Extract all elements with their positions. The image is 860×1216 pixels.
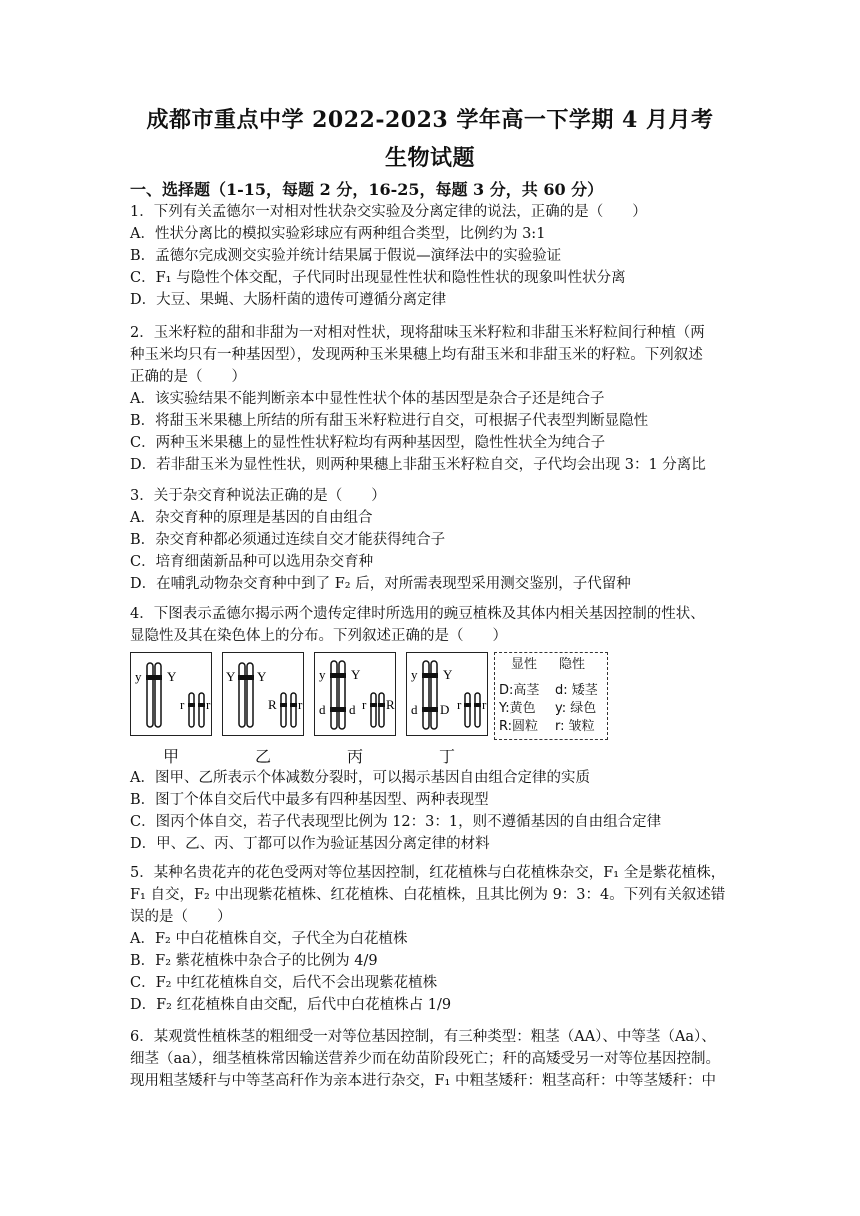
option-a: A．杂交育种的原理是基因的自由组合 (130, 510, 373, 526)
gene-label: r (298, 697, 303, 712)
panel-label: 乙 (254, 747, 271, 766)
chromosome-diagram (407, 653, 489, 737)
gene-label: d (411, 702, 418, 717)
option-b: B．杂交育种都必须通过连续自交才能获得纯合子 (130, 532, 446, 548)
gene-label: Y (351, 667, 361, 682)
gene-label: r (457, 697, 462, 712)
question-stem-line: 3．关于杂交育种说法正确的是（ ） (130, 488, 386, 504)
option-c: C．图丙个体自交，若子代表现型比例为 12：3：1，则不遵循基因的自由组合定律 (130, 814, 662, 830)
gene-label: Y (443, 667, 453, 682)
option-a: A．该实验结果不能判断亲本中显性性状个体的基因型是杂合子还是纯合子 (130, 391, 605, 407)
question-3 (130, 485, 740, 595)
question-stem-line: 显隐性及其在染色体上的分布。下列叙述正确的是（ ） (130, 628, 507, 644)
gene-label: y (319, 667, 326, 682)
question-4 (130, 603, 740, 647)
legend-recessive-trait: y: 绿色 (555, 701, 597, 716)
panel-label: 丙 (346, 747, 363, 766)
gene-label: Y (226, 669, 236, 684)
question-stem-line: 现用粗茎矮秆与中等茎高秆作为亲本进行杂交，F₁ 中粗茎矮秆：粗茎高秆：中等茎矮秆：中 (130, 1073, 716, 1089)
option-d: D．在哺乳动物杂交育种中到了 F₂ 后，对所需表现型采用测交鉴别，子代留种 (130, 576, 631, 592)
legend-dominant-trait: D:高茎 (499, 683, 540, 698)
question-stem-line: 细茎（aa），细茎植株常因输送营养少而在幼苗阶段死亡；秆的高矮受另一对等位基因控制。 (130, 1051, 721, 1067)
question-stem-line: 2．玉米籽粒的甜和非甜为一对相对性状，现将甜味玉米籽粒和非甜玉米籽粒间行种植（两 (130, 325, 705, 341)
question-4-options (130, 767, 740, 855)
legend-header-recessive: 隐性 (559, 657, 586, 672)
gene-label: Y (257, 669, 267, 684)
question-stem-line: 误的是（ ） (130, 909, 232, 925)
figure-panel-ding (406, 652, 488, 736)
gene-label: r (180, 697, 185, 712)
question-2 (130, 322, 740, 476)
question-stem-line: F₁ 自交，F₂ 中出现紫花植株、红花植株、白花植株，且其比例为 9：3：4。下列有关叙述错 (130, 887, 726, 903)
section-heading: 一、选择题（1-15，每题 2 分，16-25，每题 3 分，共 60 分） (130, 180, 604, 199)
option-d: D．大豆、果蝇、大肠杆菌的遗传可遵循分离定律 (130, 292, 447, 308)
panel-label: 丁 (438, 747, 455, 766)
gene-label: r (482, 697, 487, 712)
figure-legend (494, 652, 608, 740)
legend-dominant-trait: R:圆粒 (499, 719, 539, 734)
question-stem-line: 4．下图表示孟德尔揭示两个遗传定律时所选用的豌豆植株及其体内相关基因控制的性状、 (130, 606, 705, 622)
gene-label: y (135, 669, 142, 684)
option-b: B．图丁个体自交后代中最多有四种基因型、两种表现型 (130, 792, 489, 808)
gene-label: R (268, 697, 277, 712)
gene-label: Y (167, 669, 177, 684)
option-a: A．图甲、乙所表示个体减数分裂时，可以揭示基因自由组合定律的实质 (130, 770, 590, 786)
option-c: C．F₂ 中红花植株自交，后代不会出现紫花植株 (130, 975, 438, 991)
figure-panel-bing (314, 652, 396, 736)
option-a: A．性状分离比的模拟实验彩球应有两种组合类型，比例约为 3:1 (130, 226, 546, 242)
gene-label: d (319, 702, 326, 717)
option-a: A．F₂ 中白花植株自交，子代全为白花植株 (130, 931, 408, 947)
question-stem-line: 正确的是（ ） (130, 369, 246, 385)
option-c: C．培育细菌新品种可以选用杂交育种 (130, 554, 374, 570)
gene-label: r (206, 697, 211, 712)
figure-panel-jia (130, 652, 212, 736)
question-stem-line: 种玉米均只有一种基因型），发现两种玉米果穗上均有甜玉米和非甜玉米的籽粒。下列叙述 (130, 347, 703, 363)
gene-label: y (411, 667, 418, 682)
exam-subject: 生物试题 (384, 145, 475, 171)
gene-label: d (349, 702, 356, 717)
option-b: B．将甜玉米果穗上所结的所有甜玉米籽粒进行自交，可根据子代表型判断显隐性 (130, 413, 649, 429)
option-d: D．若非甜玉米为显性性状，则两种果穗上非甜玉米籽粒自交，子代均会出现 3：1 分离比 (130, 457, 706, 473)
gene-label: r (362, 697, 367, 712)
legend-recessive-trait: r: 皱粒 (555, 719, 595, 734)
option-d: D．F₂ 红花植株自由交配，后代中白花植株占 1/9 (130, 997, 452, 1013)
option-d: D．甲、乙、丙、丁都可以作为验证基因分离定律的材料 (130, 836, 490, 852)
legend-recessive-trait: d: 矮茎 (555, 683, 598, 698)
gene-label: R (386, 697, 395, 712)
option-c: C．两种玉米果穗上的显性性状籽粒均有两种基因型，隐性性状全为纯合子 (130, 435, 606, 451)
option-b: B．F₂ 紫花植株中杂合子的比例为 4/9 (130, 953, 378, 969)
question-stem-line: 6．某观赏性植株茎的粗细受一对等位基因控制，有三种类型：粗茎（AA）、中等茎（Aa）、 (130, 1029, 716, 1045)
exam-title: 成都市重点中学 2022-2023 学年高一下学期 4 月月考 (146, 107, 714, 133)
question-6 (130, 1026, 740, 1092)
chromosome-diagram (223, 653, 305, 737)
chromosome-diagram (131, 653, 213, 737)
question-stem-line: 1．下列有关孟德尔一对相对性状杂交实验及分离定律的说法，正确的是（ ） (130, 204, 647, 220)
figure-panel-yi (222, 652, 304, 736)
question-1 (130, 201, 740, 311)
gene-label: D (440, 702, 450, 717)
panel-label: 甲 (162, 747, 179, 766)
option-c: C．F₁ 与隐性个体交配，子代同时出现显性性状和隐性性状的现象叫性状分离 (130, 270, 626, 286)
legend-dominant-trait: Y:黄色 (499, 701, 536, 716)
chromosome-diagram (315, 653, 397, 737)
question-5 (130, 862, 740, 1016)
option-b: B．孟德尔完成测交实验并统计结果属于假说—演绎法中的实验验证 (130, 248, 562, 264)
legend-header-dominant: 显性 (511, 657, 538, 672)
question-stem-line: 5．某种名贵花卉的花色受两对等位基因控制，红花植株与白花植株杂交，F₁ 全是紫花植株， (130, 865, 726, 881)
